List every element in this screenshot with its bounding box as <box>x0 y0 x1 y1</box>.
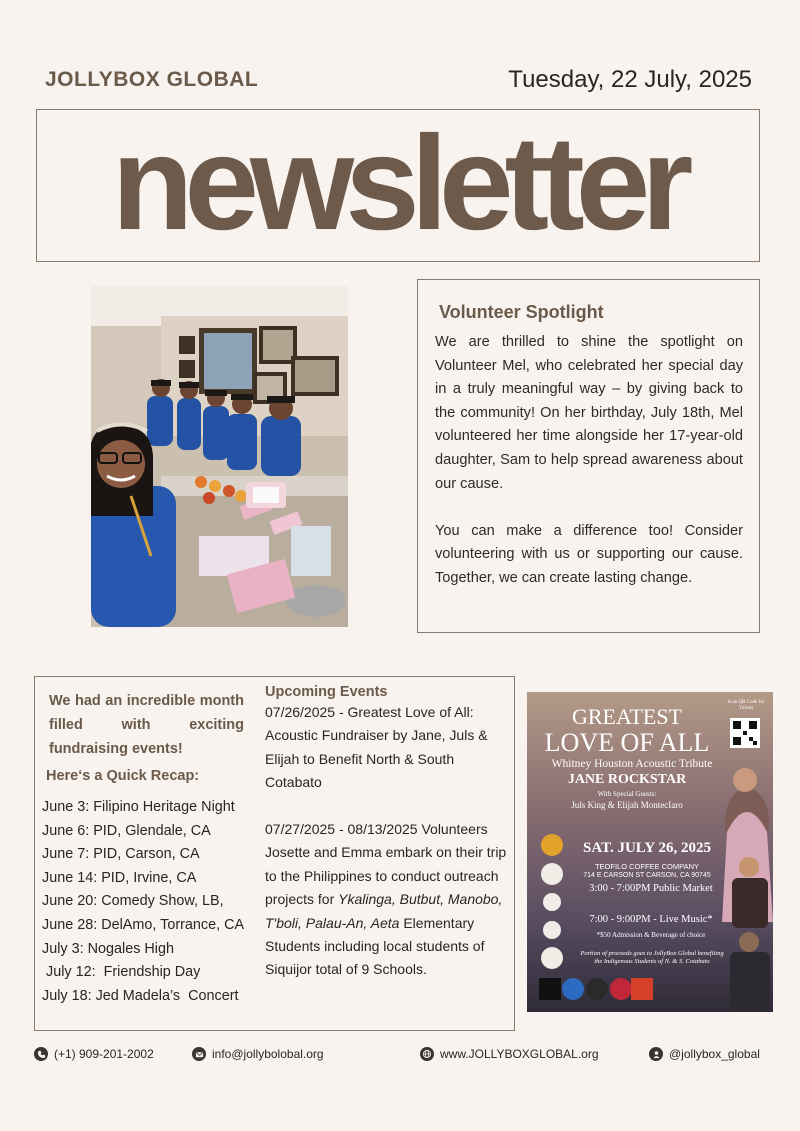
list-item: June 6: PID, Glendale, CA <box>42 822 211 839</box>
poster-scan-label: Scan QR Code for Tickets <box>727 700 765 711</box>
footer <box>0 1047 800 1065</box>
issue-date: Tuesday, 22 July, 2025 <box>508 66 752 93</box>
poster-venue: TEOFILO COFFEE COMPANY <box>594 862 700 871</box>
footer-email[interactable]: info@jollybolobal.org <box>192 1047 324 1061</box>
list-item: June 28: DelAmo, Torrance, CA <box>42 916 245 933</box>
brand-name: JOLLYBOX GLOBAL <box>45 68 259 91</box>
recap-title: Here‘s a Quick Recap: <box>46 768 200 784</box>
poster-guests-label: With Special Guests: <box>597 790 657 798</box>
upcoming-title: Upcoming Events <box>265 684 388 700</box>
recap-list <box>42 796 244 1008</box>
volunteer-spotlight-box <box>417 279 760 633</box>
poster-line3: Whitney Houston Acoustic Tribute <box>551 758 713 770</box>
list-item: July 12: Friendship Day <box>42 964 201 981</box>
user-icon <box>649 1047 663 1061</box>
spotlight-title: Volunteer Spotlight <box>439 302 604 322</box>
poster-line1: GREATEST <box>572 704 682 729</box>
list-item: June 14: PID, Irvine, CA <box>42 869 197 886</box>
masthead-title: newsletter <box>111 109 685 258</box>
event-poster <box>527 692 773 1012</box>
poster-guests: Juls King & Elijah MontecIaro <box>571 800 683 810</box>
footer-social[interactable]: @jollybox_global <box>649 1047 760 1061</box>
events-box <box>34 676 515 1031</box>
volunteer-group-photo <box>91 286 348 627</box>
list-item: June 20: Comedy Show, LB, <box>42 893 224 910</box>
spotlight-paragraph: We are thrilled to shine the spotlight on Volunteer Mel, who celebrated her special day in a truly meaningful way – by giving back to the community! On her birthday, July 18th, Mel volunteered her time alongside her 17-year-old daughter, Sam to help spread awareness about our cause. <box>435 334 743 492</box>
spotlight-paragraph: You can make a difference too! Consider volunteering with us or supporting our cause. Together, we can create lasting change. <box>435 522 743 586</box>
school-names: Ykalinga, Butbut, Manobo, T'boli, Palau-An, Aeta <box>265 891 503 931</box>
upcoming-event-1: 07/26/2025 - Greatest Love of All: Acoustic Fundraiser by Jane, Juls & Elijah to Benefit North & South Cotabato <box>265 704 488 791</box>
upcoming-event-2: 07/27/2025 - 08/13/2025 Volunteers Josette and Emma embark on their trip to the Philippines to conduct outreach projects for Ykalinga, Butbut, Manobo, T'boli, Palau-An, Aeta Elementary Students including local students of Siquijor total of 9 Schools. <box>265 821 507 978</box>
footer-phone[interactable]: (+1) 909-201-2002 <box>34 1047 154 1061</box>
poster-date: SAT. JULY 26, 2025 <box>583 840 711 856</box>
email-icon <box>192 1047 206 1061</box>
poster-proceeds: Portion of proceeds goes to JollyBox Global benefiting the Indigenous Students of N. & S. Cotabato <box>580 950 724 965</box>
poster-music: 7:00 - 9:00PM - Live Music* <box>589 914 713 925</box>
recap-intro: We had an incredible month filled with exciting fundraising events! <box>49 693 244 757</box>
phone-icon <box>34 1047 48 1061</box>
poster-line4: JANE ROCKSTAR <box>567 772 687 787</box>
list-item: June 3: Filipino Heritage Night <box>42 799 235 815</box>
poster-address: 714 E CARSON ST CARSON, CA 90745 <box>583 872 711 879</box>
upcoming-events <box>265 683 509 982</box>
list-item: June 7: PID, Carson, CA <box>42 846 200 863</box>
list-item: July 18: Jed Madela’s Concert <box>42 987 239 1004</box>
poster-line2: LOVE OF ALL <box>544 728 710 757</box>
list-item: July 3: Nogales High <box>42 940 174 957</box>
footer-website[interactable]: www.JOLLYBOXGLOBAL.org <box>420 1047 599 1061</box>
masthead-box <box>36 109 760 262</box>
globe-icon <box>420 1047 434 1061</box>
poster-market: 3:00 - 7:00PM Public Market <box>589 883 713 894</box>
poster-admission: *$50 Admission & Beverage of choice <box>596 931 706 939</box>
